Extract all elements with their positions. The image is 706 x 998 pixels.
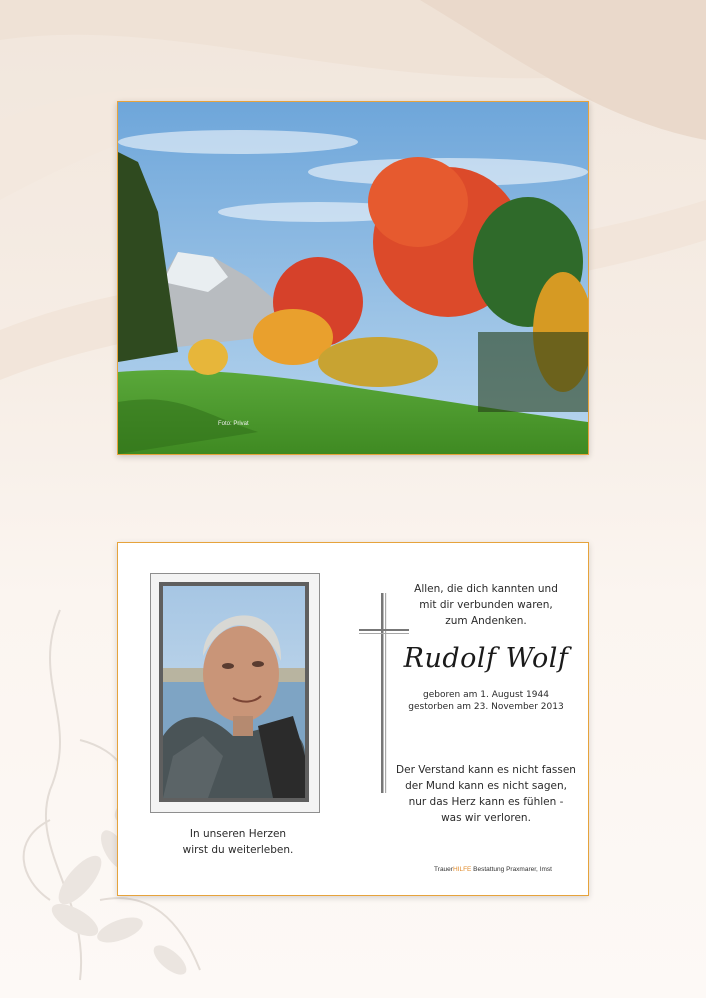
- memorial-verse: [386, 762, 586, 826]
- left-verse-line: In unseren Herzen: [189, 828, 287, 840]
- intro-line: mit dir verbunden waren,: [419, 599, 553, 611]
- brand-name-part1: Trauer: [434, 866, 453, 873]
- portrait-photo: [163, 586, 305, 798]
- birth-date: geboren am 1. August 1944: [423, 690, 549, 700]
- left-verse: [158, 826, 318, 858]
- verse-line: nur das Herz kann es fühlen -: [408, 796, 564, 808]
- intro-line: Allen, die dich kannten und: [414, 583, 558, 595]
- company-name: Bestattung Praxmarer, Imst: [471, 866, 552, 873]
- portrait-frame-inner: [159, 582, 309, 802]
- intro-line: zum Andenken.: [445, 615, 527, 627]
- funeral-home-credit: [408, 866, 578, 873]
- brand-name-part2: HILFE: [452, 866, 472, 873]
- verse-line: der Mund kann es nicht sagen,: [405, 780, 567, 792]
- landscape-photo-card: [117, 101, 589, 455]
- left-verse-line: wirst du weiterleben.: [182, 844, 294, 856]
- memorial-card: [117, 542, 589, 896]
- portrait-frame: [150, 573, 320, 813]
- verse-line: Der Verstand kann es nicht fassen: [396, 764, 576, 776]
- autumn-landscape-photo: [118, 102, 588, 454]
- death-date: gestorben am 23. November 2013: [408, 702, 564, 712]
- verse-line: was wir verloren.: [441, 812, 531, 824]
- photo-credit: Foto: Privat: [218, 421, 249, 427]
- deceased-name: Rudolf Wolf: [403, 643, 569, 674]
- intro-text: [386, 581, 586, 629]
- life-dates: [386, 689, 586, 713]
